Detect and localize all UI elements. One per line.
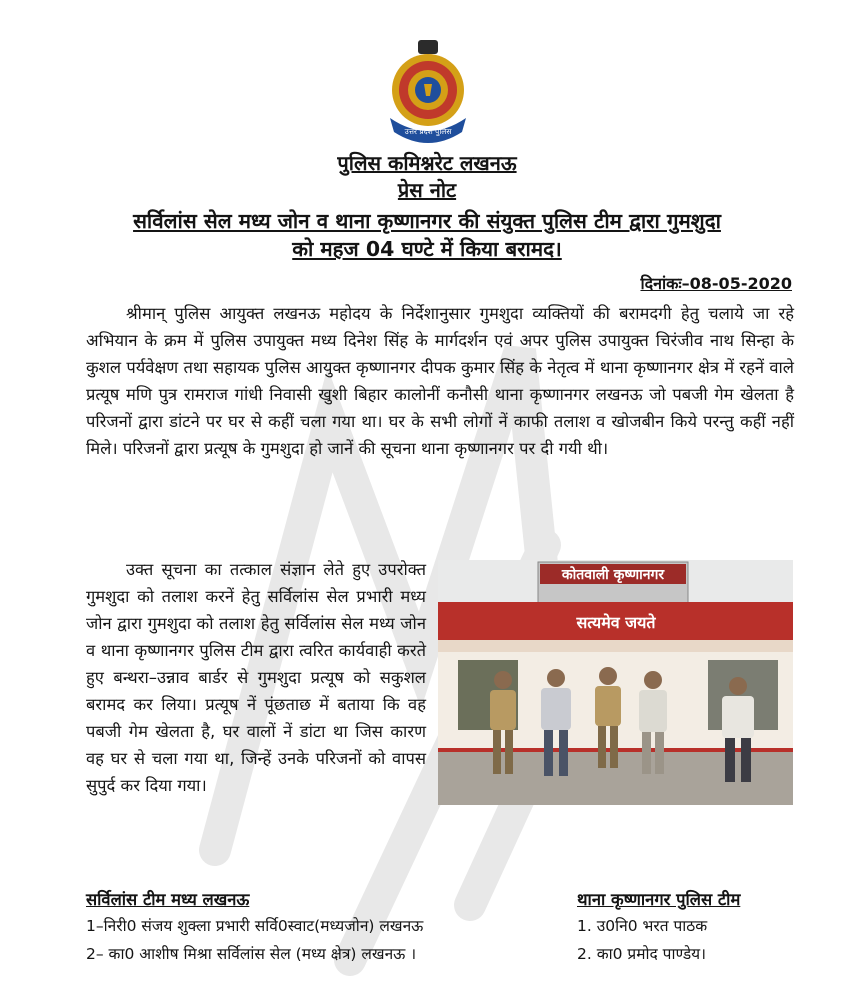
surveillance-team-member-1: 1–निरी0 संजय शुक्ला प्रभारी सर्वि0स्वाट(मध्यजोन) लखनऊ bbox=[86, 917, 424, 935]
police-team-member-2: 2. का0 प्रमोद पाण्डेय। bbox=[577, 945, 707, 963]
up-police-emblem bbox=[380, 38, 476, 148]
police-team-member-1: 1. उ0नि0 भरत पाठक bbox=[577, 917, 708, 935]
press-date: दिनांकः–08-05-2020 bbox=[640, 274, 792, 293]
surveillance-team-heading: सर्विलांस टीम मध्य लखनऊ bbox=[86, 890, 250, 909]
headline-line-2: को महज 04 घण्टे में किया बरामद। bbox=[292, 237, 562, 261]
headline-line-1: सर्विलांस सेल मध्य जोन व थाना कृष्णानगर की संयुक्त पुलिस टीम द्वारा गुमशुदा bbox=[133, 209, 721, 233]
svg-text:उत्तर प्रदेश पुलिस: उत्तर प्रदेश पुलिस bbox=[404, 127, 452, 136]
motto-text: सत्यमेव जयते bbox=[576, 613, 656, 632]
police-station-photo bbox=[438, 560, 793, 805]
station-sign: कोतवाली कृष्णानगर bbox=[561, 567, 665, 583]
press-note-title: प्रेस नोट bbox=[397, 178, 457, 202]
org-title: पुलिस कमिश्नरेट लखनऊ bbox=[337, 151, 517, 175]
police-team-heading: थाना कृष्णानगर पुलिस टीम bbox=[577, 890, 741, 909]
surveillance-team-member-2: 2– का0 आशीष मिश्रा सर्विलांस सेल (मध्य क्षेत्र) लखनऊ । bbox=[86, 945, 417, 963]
body-paragraph-1: श्रीमान् पुलिस आयुक्त लखनऊ महोदय के निर्देशानुसार गुमशुदा व्यक्तियों की बरामदगी हेतु चलाये जा रहे अभियान के क्रम में पुलिस उपायुक्त मध्य दिनेश सिंह के मार्गदर्शन एवं अपर पुलिस उपायुक्त चिरंजीव नाथ सिन्हा के कुशल पर्यवेक्षण तथा सहायक पुलिस आयुक्त कृष्णानगर दीपक कुमार सिंह के नेतृत्व में थाना कृष्णानगर क्षेत्र में रहनें वाले प्रत्यूष मणि पुत्र रामराज गांधी निवासी खुशी बिहार कालोनीं कनौसी थाना कृष्णानगर लखनऊ जो पबजी गेम खेलता है परिजनों द्वारा डांटने पर घर से कहीं चला गया था। घर के सभी लोगों नें काफी तलाश व खोजबीन किये परन्तु कहीं नहीं मिले। परिजनों द्वारा प्रत्यूष के गुमशुदा हो जानें की सूचना थाना कृष्णानगर पर दी गयी थी। bbox=[86, 304, 794, 458]
body-paragraph-2: उक्त सूचना का तत्काल संज्ञान लेते हुए उपरोक्त गुमशुदा को तलाश करनें हेतु सर्विलांस सेल प्रभारी मध्य जोन द्वारा गुमशुदा को तलाश हेतु सर्विलांस सेल मध्य जोन व थाना कृष्णानगर पुलिस टीम द्वारा त्वरित कार्यवाही करते हुए बन्थरा–उन्नाव बार्डर से गुमशुदा प्रत्यूष को सकुशल बरामद कर लिया। प्रत्यूष नें पूंछताछ में बताया कि वह पबजी गेम खेलता है, घर वालों नें डांटा था जिस कारण वह घर से चला गया था, जिन्हें उनके परिजनों को वापस सुपुर्द कर दिया गया। bbox=[86, 560, 426, 795]
